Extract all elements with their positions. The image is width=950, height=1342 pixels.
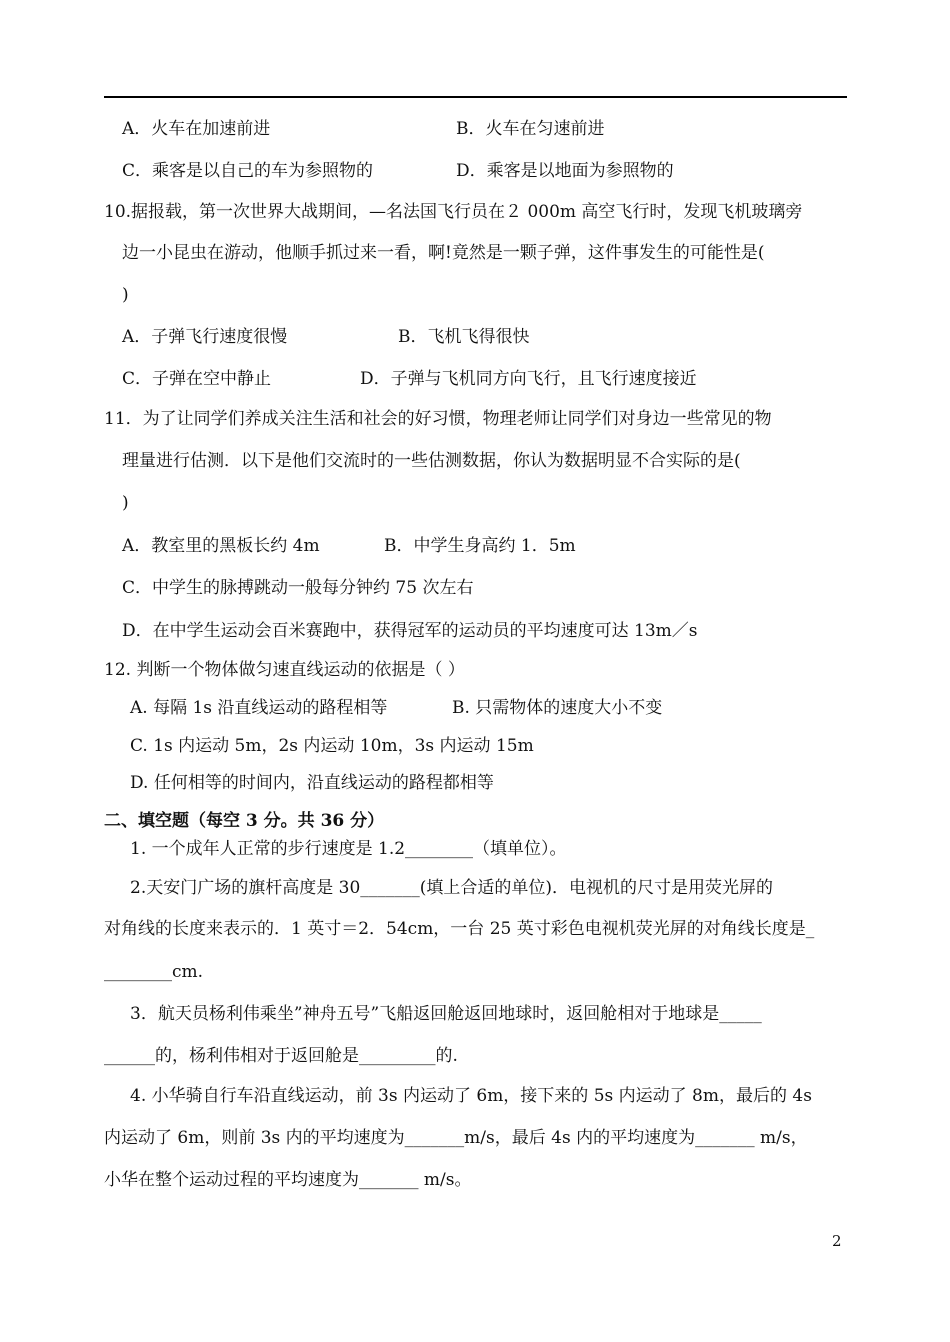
page-number: 2 [832,1232,842,1250]
q11-stem-line2: 理量进行估测．以下是他们交流时的一些估测数据，你认为数据明显不合实际的是( [122,451,741,471]
fill1-line1: 1. 一个成年人正常的步行速度是 1.2________（填单位）。 [130,839,567,859]
fill4-line3: 小华在整个运动过程的平均速度为_______ m/s。 [104,1170,472,1190]
q10-option-a: A．子弹飞行速度很慢 [122,327,288,347]
q10-option-c: C．子弹在空中静止 [122,369,272,389]
q12-option-a: A. 每隔 1s 沿直线运动的路程相等 [130,698,388,718]
q12-option-b: B. 只需物体的速度大小不变 [452,698,663,718]
q9-option-d: D．乘客是以地面为参照物的 [456,161,674,181]
q12-option-c: C. 1s 内运动 5m，2s 内运动 10m，3s 内运动 15m [130,736,534,756]
header-rule [104,96,847,98]
fill4-line2: 内运动了 6m，则前 3s 内的平均速度为_______m/s，最后 4s 内的平均速度为_______ m/s， [104,1128,808,1148]
q11-stem-line1: 11．为了让同学们养成关注生活和社会的好习惯，物理老师让同学们对身边一些常见的物 [104,409,772,429]
section-heading-fill-in: 二、填空题（每空 3 分。共 36 分） [104,811,385,831]
q10-option-b: B．飞机飞得很快 [398,327,530,347]
q9-option-b: B．火车在匀速前进 [456,119,605,139]
fill2-line2: 对角线的长度来表示的．1 英寸＝2．54cm，一台 25 英寸彩色电视机荧光屏的对角线长度是_ [104,919,815,939]
q10-stem-line2: 边一小昆虫在游动，他顺手抓过来一看，啊!竟然是一颗子弹，这件事发生的可能性是( [122,243,765,263]
q11-stem-line3: ) [122,493,129,513]
q11-option-c: C．中学生的脉搏跳动一般每分钟约 75 次左右 [122,578,474,598]
q9-option-c: C．乘客是以自己的车为参照物的 [122,161,374,181]
q11-option-a: A．教室里的黑板长约 4m [122,536,320,556]
q10-stem-line1: 10.据报载，第一次世界大战期间，—名法国飞行员在２ 000m 高空飞行时，发现飞机玻璃旁 [104,202,803,222]
fill3-line2: ______的，杨利伟相对于返回舱是_________的. [104,1046,458,1066]
q12-stem: 12. 判断一个物体做匀速直线运动的依据是（ ） [104,660,465,680]
fill3-line1: 3．航天员杨利伟乘坐”神舟五号”飞船返回舱返回地球时，返回舱相对于地球是_____ [130,1004,762,1024]
q9-option-a: A．火车在加速前进 [122,119,271,139]
q10-stem-line3: ) [122,285,129,305]
fill4-line1: 4. 小华骑自行车沿直线运动，前 3s 内运动了 6m，接下来的 5s 内运动了 8m，最后的 4s [130,1086,812,1106]
q11-option-b: B．中学生身高约 1．5m [384,536,576,556]
q10-option-d: D．子弹与飞机同方向飞行，且飞行速度接近 [360,369,697,389]
q12-option-d: D. 任何相等的时间内，沿直线运动的路程都相等 [130,773,494,793]
fill2-line1: 2.天安门广场的旗杆高度是 30_______(填上合适的单位)．电视机的尺寸是用荧光屏的 [130,878,774,898]
q11-option-d: D．在中学生运动会百米赛跑中，获得冠军的运动员的平均速度可达 13m／s [122,621,698,641]
fill2-line3: ________cm. [104,962,204,982]
